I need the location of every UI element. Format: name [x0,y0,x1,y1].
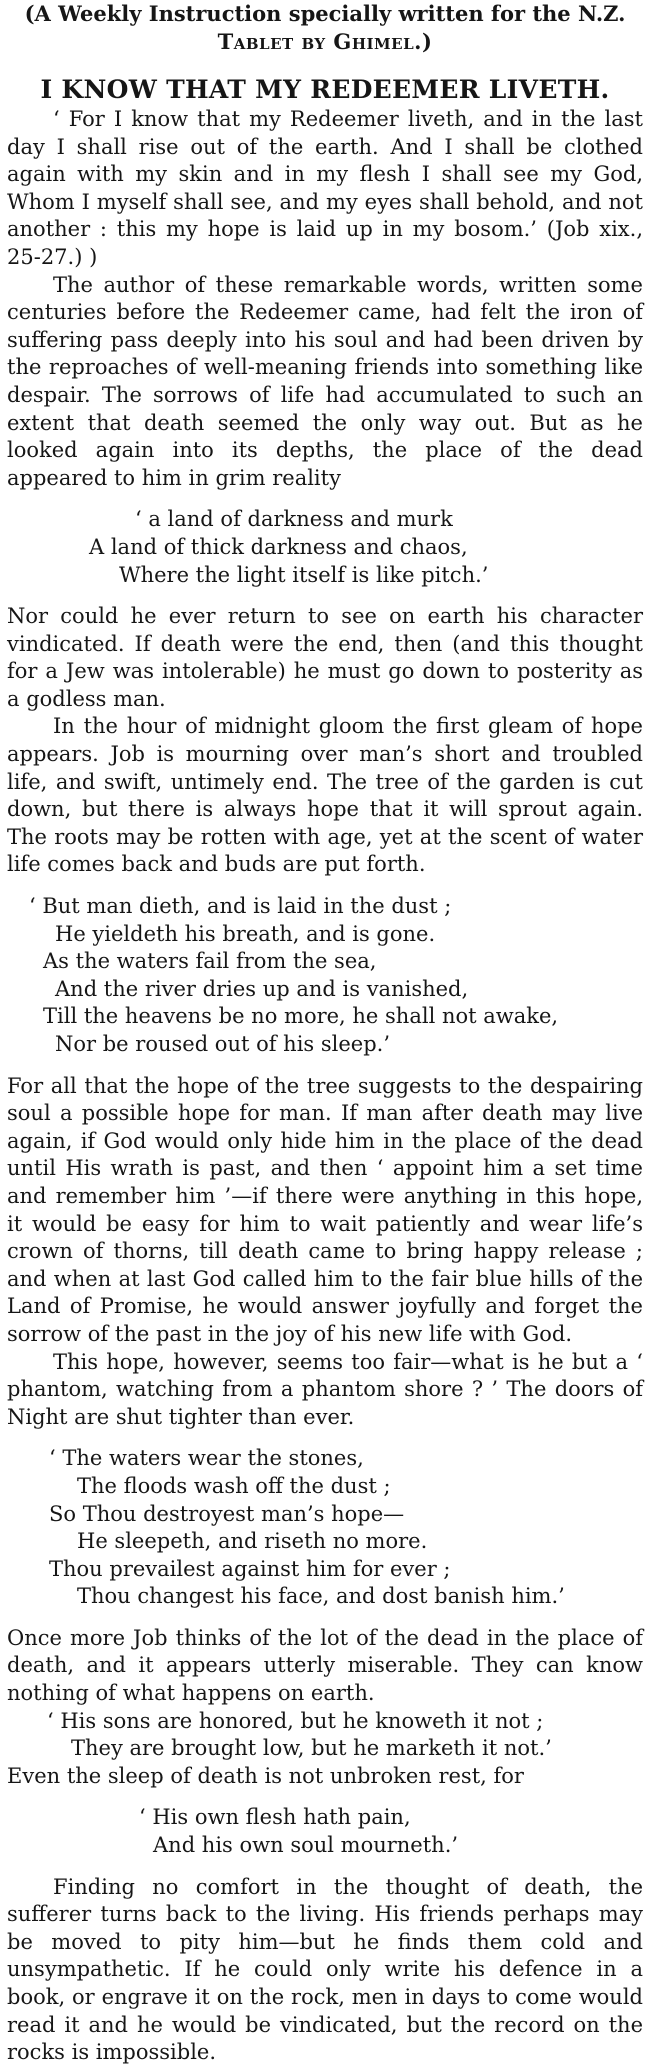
body-paragraph: For all that the hope of the tree suggests to the despairing soul a possible hope for man. If man after death may live again, if God would only hide him in the place of the dead until His wrath is past, and then ‘ appoint him a set time and remember him ’—if there were anything in this hope, it would be easy for him to wait patiently and wear life’s crown of thorns, till death came to bring happy release ; and when at last God called him to the fair blue hills of the Land of Promise, he would answer joyfully and forget the sorrow of the past in the joy of his new life with God. [7,1073,643,1346]
verse-line: Thou changest his face, and dost banish him.’ [77,1584,565,1609]
verse-line: As the waters fail from the sea, [43,949,377,974]
verse-line: And the river dries up and is vanished, [55,976,469,1001]
article-title: I KNOW THAT MY REDEEMER LIVETH. [40,75,610,104]
verse-line: Thou prevailest against him for ever ; [49,1556,451,1581]
verse-line: Where the light itself is like pitch.’ [119,562,489,587]
verse-line: ‘ The waters wear the stones, [49,1446,364,1471]
header-line-2: Tablet by Ghimel.) [217,29,433,54]
header-line-1: (A Weekly Instruction specially written for the N.Z. [24,1,626,26]
scripture-quote-paragraph: ‘ For I know that my Redeemer liveth, and in the last day I shall rise out of the earth. And I shall be clothed again with my skin and in my flesh I shall see my God, Whom I myself shall see, and my eyes shall behold, and not another : this my hope is laid up in my bosom.’ (Job xix., 25-27.) ) [7,107,643,269]
verse-line: He sleepeth, and riseth no more. [77,1529,428,1554]
verse-block [7,1804,643,1859]
column-header [7,0,643,56]
verse-line: He yieldeth his breath, and is gone. [55,921,436,946]
verse-block [7,1445,643,1611]
body-paragraph: Nor could he ever return to see on earth his character vindicated. If death were the end, then (and this thought for a Jew was intolerable) he must go down to posterity as a godless man. [7,604,643,711]
body-paragraph: This hope, however, seems too fair—what is he but a ‘ phantom, watching from a phantom shore ? ’ The doors of Night are shut tighter than ever. [7,1349,643,1429]
verse-line: Till the heavens be no more, he shall not awake, [43,1004,559,1029]
verse-line: ‘ His sons are honored, but he knoweth it not ; [47,1708,544,1733]
verse-line: And his own soul mourneth.’ [153,1833,459,1858]
verse-block [7,893,643,1059]
verse-line: They are brought low, but he marketh it not.’ [71,1736,552,1761]
verse-line: ‘ a land of darkness and murk [135,507,453,532]
verse-line: Nor be roused out of his sleep.’ [55,1032,391,1056]
verse-line: ‘ But man dieth, and is laid in the dust ; [29,894,452,919]
verse-line: So Thou destroyest man’s hope— [49,1501,405,1526]
body-paragraph: The author of these remarkable words, written some centuries before the Redeemer came, had felt the iron of suffering pass deeply into his soul and had been driven by the reproaches of well-meaning friends into something like despair. The sorrows of life had accumulated to such an extent that death seemed the only way out. But as he looked again into its depths, the place of the dead appeared to him in grim reality [7,272,643,490]
verse-line: A land of thick darkness and chaos, [89,534,468,559]
verse-block [7,506,643,589]
verse-block [7,1708,643,1763]
body-paragraph: Once more Job thinks of the lot of the dead in the place of death, and it appears utterly miserable. They can know nothing of what happens on earth. [7,1625,643,1706]
verse-line: The floods wash off the dust ; [77,1473,391,1498]
verse-line: ‘ His own flesh hath pain, [139,1805,411,1830]
body-paragraph: Even the sleep of death is not unbroken rest, for [7,1763,524,1788]
body-paragraph: Finding no comfort in the thought of death, the sufferer turns back to the living. His friends perhaps may be moved to pity him—but he finds them cold and unsympathetic. If he could only write his defence in a book, or engrave it on the rock, men in days to come would read it and he would be vindicated, but the record on the rocks is impossible. [7,1874,643,2065]
body-paragraph: In the hour of midnight gloom the first gleam of hope appears. Job is mourning over man’s short and troubled life, and swift, untimely end. The tree of the garden is cut down, but there is always hope that it will sprout again. The roots may be rotten with age, yet at the scent of water life comes back and buds are put forth. [7,714,643,877]
